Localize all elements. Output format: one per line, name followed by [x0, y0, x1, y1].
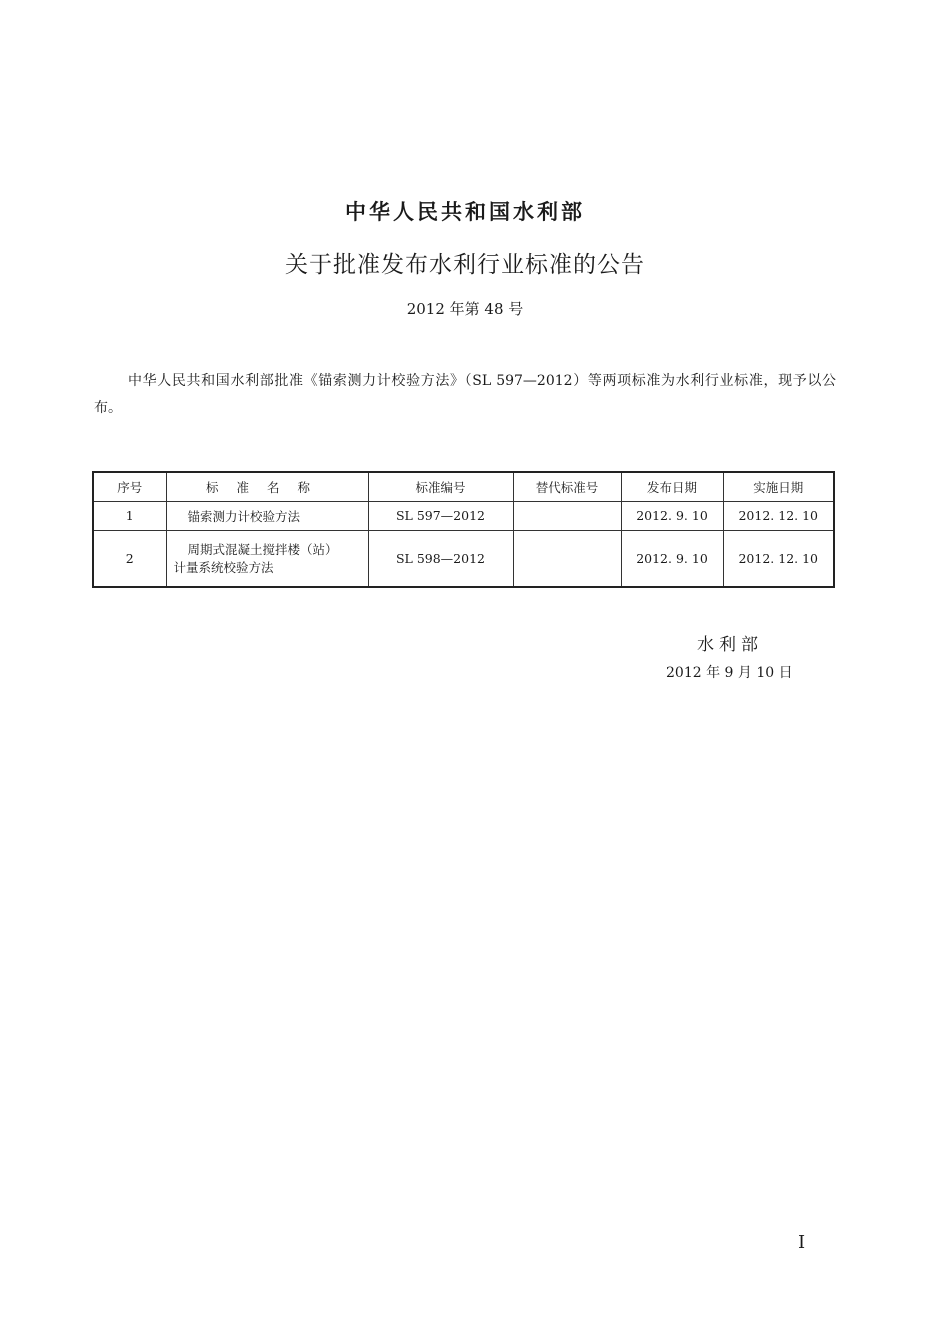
- row-name: [166, 501, 368, 530]
- signature-date: 2012 年 9 月 10 日: [666, 665, 793, 681]
- header-replaced: 替代标准号: [513, 472, 621, 501]
- row-name-line2: 计量系统校验方法: [173, 560, 274, 576]
- row-index: 2: [93, 530, 166, 587]
- header-code: 标准编号: [368, 472, 513, 501]
- header-effective: 实施日期: [723, 472, 834, 501]
- row-effective: 2012. 12. 10: [723, 530, 834, 587]
- page-number: I: [798, 1232, 806, 1253]
- document-number: 2012 年第 48 号: [406, 300, 524, 318]
- signature-org: 水利部: [697, 635, 763, 655]
- row-published: 2012. 9. 10: [621, 501, 723, 530]
- issuer-title: 中华人民共和国水利部: [345, 199, 585, 224]
- row-replaced: [513, 501, 621, 530]
- header-index: 序号: [93, 472, 166, 501]
- row-replaced: [513, 530, 621, 587]
- header-published: 发布日期: [621, 472, 723, 501]
- table-header-row: [93, 472, 834, 501]
- row-name-line1: 周期式混凝土搅拌楼（站）: [187, 542, 338, 558]
- standards-table: [92, 471, 835, 588]
- row-name-text: 锚索测力计校验方法: [187, 508, 301, 524]
- header-name: 标准名称: [166, 472, 368, 501]
- table-row: [93, 501, 834, 530]
- announcement-body: 中华人民共和国水利部批准《锚索测力计校验方法》（SL 597—2012）等两项标准为水利行业标准，现予以公布。: [94, 373, 836, 416]
- row-code: SL 598—2012: [368, 530, 513, 587]
- row-effective: 2012. 12. 10: [723, 501, 834, 530]
- row-index: 1: [93, 501, 166, 530]
- table-row: [93, 530, 834, 587]
- row-name: [166, 530, 368, 587]
- row-published: 2012. 9. 10: [621, 530, 723, 587]
- row-code: SL 597—2012: [368, 501, 513, 530]
- announcement-title: 关于批准发布水利行业标准的公告: [285, 252, 645, 278]
